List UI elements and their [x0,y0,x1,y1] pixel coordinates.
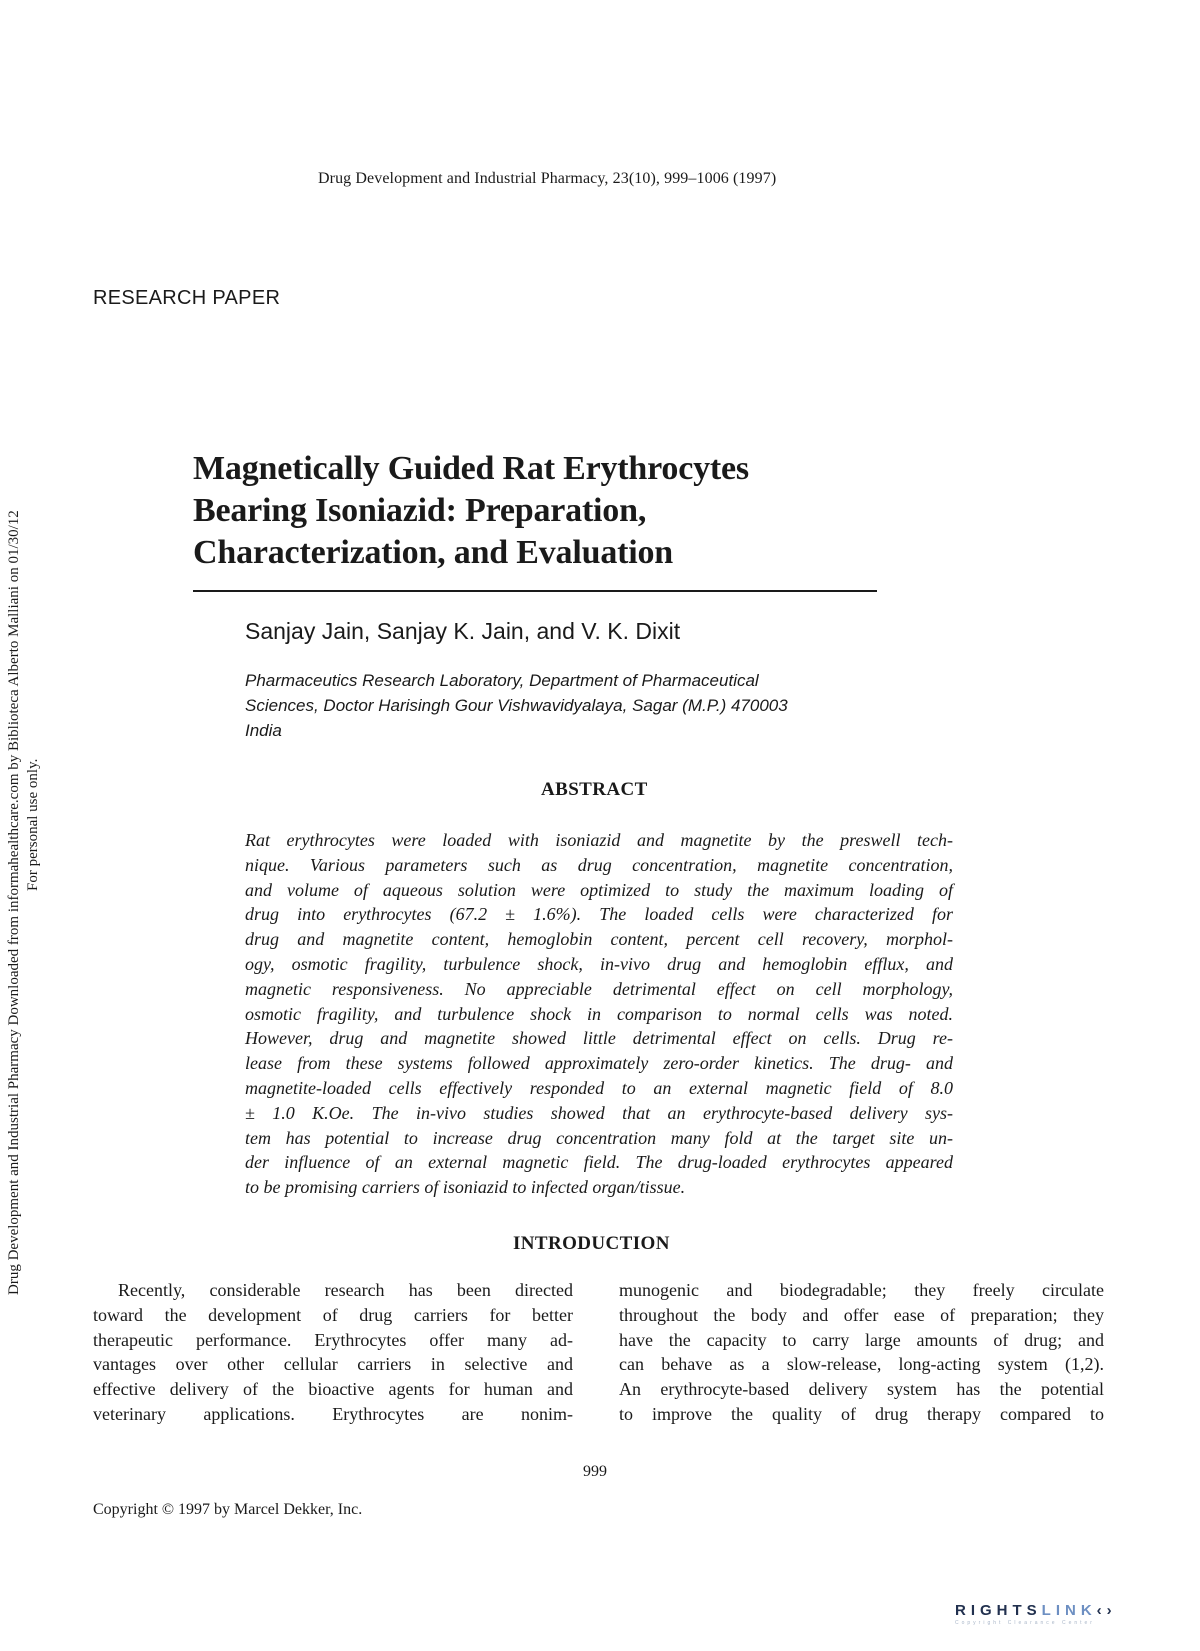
abstract-line: drug and magnetite content, hemoglobin content, percent cell recovery, morphol- [245,929,953,950]
abstract-line: drug into erythrocytes (67.2 ± 1.6%). The loaded cells were characterized for [245,904,953,925]
paper-title [193,448,893,574]
abstract-line: Rat erythrocytes were loaded with isoniazid and magnetite by the preswell tech- [245,830,953,850]
abstract-line: ± 1.0 K.Oe. The in-vivo studies showed that an erythrocyte-based delivery sys- [245,1102,953,1123]
body-line: vantages over other cellular carriers in selective and [93,1354,573,1375]
download-notice-line-1: Drug Development and Industrial Pharmacy Downloaded from informahealthcare.com by Biblioteca Alberto Malliani on 01/30/12 [6,510,22,1295]
download-notice-line-2: For personal use only. [25,758,41,891]
introduction-heading: INTRODUCTION [513,1233,670,1254]
title-divider [193,590,877,592]
abstract-line: and volume of aqueous solution were optimized to study the maximum loading of [245,879,953,900]
introduction-right-column [619,1278,1104,1427]
body-line: therapeutic performance. Erythrocytes offer many ad- [93,1329,573,1350]
abstract-line: der influence of an external magnetic field. The drug-loaded erythrocytes appeared [245,1152,953,1173]
introduction-left-column [93,1278,573,1427]
body-line: have the capacity to carry large amounts of drug; and [619,1329,1104,1350]
rightslink-rights: RIGHTS [955,1602,1042,1619]
page-number: 999 [583,1463,607,1480]
abstract-line: However, drug and magnetite showed little detrimental effect on cells. Drug re- [245,1028,953,1049]
rightslink-logo[interactable] [955,1602,1165,1642]
abstract-line: to be promising carriers of isoniazid to infected organ/tissue. [245,1177,686,1198]
section-label: RESEARCH PAPER [93,287,281,309]
abstract-line: nique. Various parameters such as drug concentration, magnetite concentration, [245,854,953,875]
body-line: effective delivery of the bioactive agents for human and [93,1379,573,1400]
body-line: toward the development of drug carriers for better [93,1304,573,1325]
body-line: to improve the quality of drug therapy compared to [619,1403,1104,1424]
title-line: Characterization, and Evaluation [193,534,673,571]
journal-citation: Drug Development and Industrial Pharmacy, 23(10), 999–1006 (1997) [318,170,777,187]
affiliation [245,668,895,743]
affiliation-line: India [245,721,282,740]
body-line: can behave as a slow-release, long-acting system (1,2). [619,1354,1104,1375]
abstract-line: lease from these systems followed approximately zero-order kinetics. The drug- and [245,1053,953,1074]
body-line: An erythrocyte-based delivery system has the potential [619,1379,1104,1400]
abstract-line: osmotic fragility, and turbulence shock in comparison to normal cells was noted. [245,1003,953,1024]
title-line: Bearing Isoniazid: Preparation, [193,492,647,529]
title-line: Magnetically Guided Rat Erythrocytes [193,450,749,487]
link-arrows-icon: ‹› [1096,1602,1117,1619]
abstract-line: magnetite-loaded cells effectively responded to an external magnetic field of 8.0 [245,1077,953,1098]
body-line: Recently, considerable research has been directed [118,1280,573,1300]
rightslink-wordmark [955,1602,1165,1619]
affiliation-line: Sciences, Doctor Harisingh Gour Vishwavidyalaya, Sagar (M.P.) 470003 [245,696,788,715]
body-line: veterinary applications. Erythrocytes are nonim- [93,1403,573,1424]
rightslink-link: LINK [1041,1602,1097,1619]
abstract-line: ogy, osmotic fragility, turbulence shock, in-vivo drug and hemoglobin efflux, and [245,953,953,974]
affiliation-line: Pharmaceutics Research Laboratory, Department of Pharmaceutical [245,671,759,690]
copyright-notice: Copyright © 1997 by Marcel Dekker, Inc. [93,1501,363,1518]
abstract-line: tem has potential to increase drug concentration many fold at the target site un- [245,1127,953,1148]
body-line: throughout the body and offer ease of preparation; they [619,1304,1104,1325]
author-list: Sanjay Jain, Sanjay K. Jain, and V. K. Dixit [245,618,681,644]
abstract-line: magnetic responsiveness. No appreciable detrimental effect on cell morphology, [245,978,953,999]
rightslink-tagline: Copyright Clearance Center [955,1620,1095,1626]
abstract-text [245,828,953,1200]
abstract-heading: ABSTRACT [541,779,648,800]
body-line: munogenic and biodegradable; they freely circulate [619,1280,1104,1300]
